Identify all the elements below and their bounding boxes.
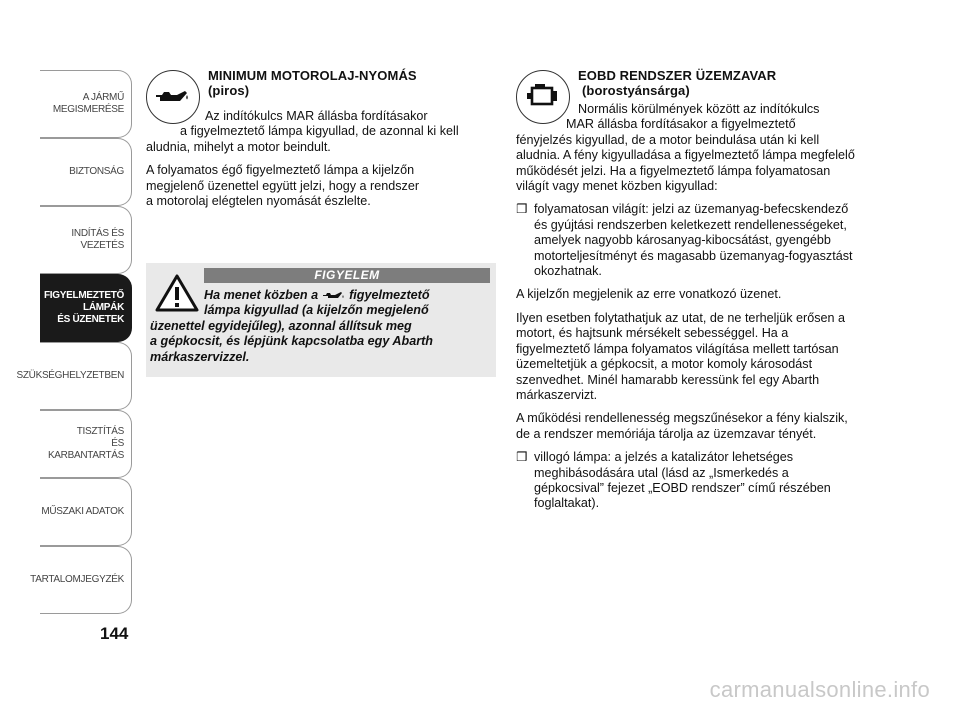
tab-a-jarmu-megismerese[interactable]: A JÁRMŰ MEGISMERÉSE xyxy=(40,70,132,138)
tab-inditas-es-vezetes[interactable]: INDÍTÁS ÉS VEZETÉS xyxy=(40,206,132,274)
eobd-heading: EOBD RENDSZER ÜZEMZAVAR (borostyánsárga) xyxy=(578,68,777,98)
right-column xyxy=(516,68,861,520)
oil-pressure-intro: Az indítókulcs MAR állásba fordításakor a figyelmeztető lámpa kigyullad, de azonnal ki kell aludnia, mihelyt a motor beindult. xyxy=(146,109,459,154)
eobd-paragraph: Ilyen esetben folytathatjuk az utat, de ne terheljük erősen a motort, és hajtsunk mérsékelt sebességgel. Ha a figyelmeztető lámpa folyamatos világítása mellett tartósan üzemeltetjük a gépkocsit, a motor komoly károsodást szenvedhet. Minél hamarabb keressünk fel egy Abarth márkaszervizt. xyxy=(516,310,846,402)
tab-tartalomjegyzek[interactable]: TARTALOMJEGYZÉK xyxy=(40,546,132,614)
tab-tisztitas-es-karbantartas[interactable]: TISZTÍTÁS ÉS KARBANTARTÁS xyxy=(40,410,132,478)
warning-box xyxy=(146,263,496,377)
watermark: carmanualsonline.info xyxy=(709,677,930,702)
eobd-paragraph: A kijelzőn megjelenik az erre vonatkozó üzenet. xyxy=(516,287,782,302)
oil-can-icon xyxy=(322,290,346,301)
tab-muszaki-adatok[interactable]: MŰSZAKI ADATOK xyxy=(40,478,132,546)
tab-biztonsag[interactable]: BIZTONSÁG xyxy=(40,138,132,206)
page-number: 144 xyxy=(100,624,129,643)
oil-pressure-paragraph: A folyamatos égő figyelmeztető lámpa a kijelzőn megjelenő üzenettel együtt jelzi, hogy a rendszer a motorolaj elégtelen nyomását észlelte. xyxy=(146,163,420,209)
list-item: ❒ villogó lámpa: a jelzés a katalizátor lehetséges meghibásodására utal (lásd az „Ismerkedés a gépkocsival” fejezet „EOBD rendszer” című részében foglaltakat). xyxy=(516,450,831,511)
tab-figyelmezteto-lampak[interactable]: FIGYELMEZTETŐ LÁMPÁK ÉS ÜZENETEK xyxy=(40,274,132,342)
warning-title: FIGYELEM xyxy=(204,268,490,283)
warning-text: Ha menet közben a figyelmeztető lámpa kigyullad (a kijelzőn megjelenő üzenettel egyidejűleg), azonnal állítsuk meg a gépkocsit, és lépjünk kapcsolatba egy Abarth márkaszervizzel. xyxy=(150,288,433,364)
tab-szukseghelyzetben[interactable]: SZÜKSÉGHELYZETBEN xyxy=(40,342,132,410)
eobd-intro: Normális körülmények között az indítókulcs MAR állásba fordításakor a figyelmeztető fényjelzés kigyullad, de a motor beindulása után ki kell aludnia. A fény kigyulladása a figyelmeztető lámpa megfelelő működését jelzi. Ha a figyelmeztető lámpa folyamatosan világít vagy menet közben kigyullad: xyxy=(516,102,855,194)
list-item: ❒ folyamatosan világít: jelzi az üzemanyag-befecskendező és gyújtási rendszerben keletkezett rendellenességeket, amelyek nagyobb károsanyag-kibocsátást, gyengébb motorteljesítményt és magasabb üzemanyag-fogyasztást okozhatnak. xyxy=(516,202,853,279)
eobd-paragraph: A működési rendellenesség megszűnésekor a fény kialszik, de a rendszer memóriája tárolja az üzemzavar tényét. xyxy=(516,411,848,441)
oil-pressure-heading: MINIMUM MOTOROLAJ-NYOMÁS (piros) xyxy=(208,68,417,98)
left-column xyxy=(146,68,496,209)
